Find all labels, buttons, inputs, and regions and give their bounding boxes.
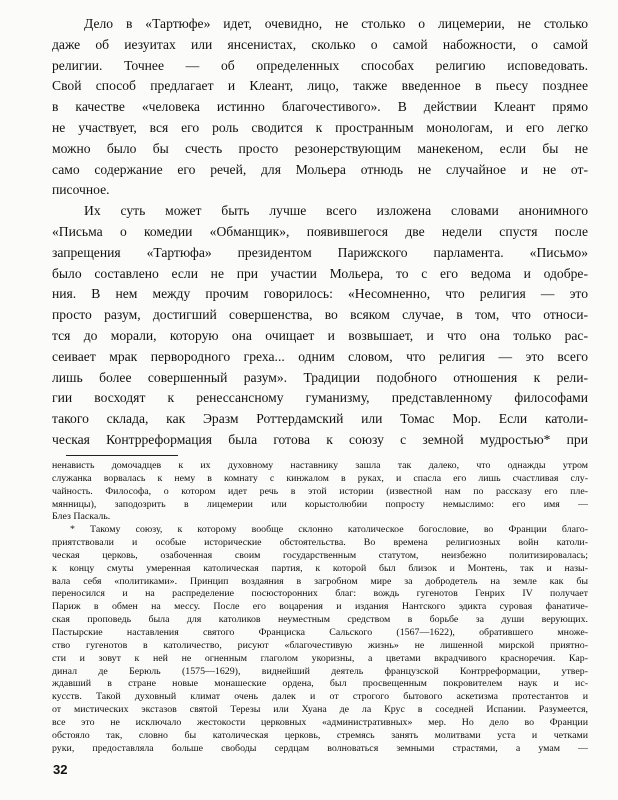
- footnote-line: ческая церковь, озабоченная своим государственным статутом, неизбежно политизировалась;: [52, 549, 588, 561]
- footnote-line: переносился и на распределение посюсторонних благ: вождь гугенотов Генрих IV получает: [52, 588, 588, 600]
- footnote-line: ская проповедь была для католиков неуместным средством в борьбе за души верующих.: [52, 614, 588, 626]
- footnote-line: от мистических экстазов святой Терезы или Хуана де ла Крус в соседней Испании. Разумеется,: [52, 704, 588, 716]
- text-line: просто разум, достигший совершенства, во всяком случае, в том, что относи-: [52, 307, 588, 323]
- text-line: писочное.: [52, 182, 110, 198]
- footnote-line: * Такому союзу, к которому вообще склонно католическое богословие, во Франции благо-: [70, 524, 588, 536]
- text-line: можно было бы счесть просто резонерствующим манекеном, если бы не: [52, 140, 588, 156]
- footnote-line: руки, предоставляла больше свободы сердцам волноваться земными страстями, а умам —: [52, 742, 588, 754]
- footnote-line: чайность. Философа, о котором идет речь в этой истории (известной нам по рассказу его пле-: [52, 485, 588, 497]
- text-line: ческая Контрреформация была готова к союзу с земной мудростью* при: [52, 431, 588, 447]
- text-line: лишь более совершенный разум». Традиции подобного отношения к рели-: [52, 369, 588, 385]
- footnote-line: обстояло так, словно бы католическая церковь, стремясь занять молитвами уста и четками: [52, 729, 588, 741]
- text-line: ния. В нем между прочим говорилось: «Несомненно, что религия — это: [52, 286, 588, 302]
- footnotes: [52, 460, 588, 755]
- text-line: «Письма о комедии «Обманщик», появившегося две недели спустя после: [52, 223, 588, 239]
- footnote-line: все это не исключало жестокости церковных «административных» мер. Но дело во Франции: [52, 716, 588, 728]
- footnote-line: ждавший в стране новые монашеские ордена, был просвещенным покровителем наук и ис-: [52, 678, 588, 690]
- text-line: даже об иезуитах или янсенистах, сколько о самой набожности, о самой: [52, 36, 588, 52]
- footnote-line: вала себя «политиками». Принцип воздаяния в загробном мире за добродетель на земле как бы: [52, 575, 588, 587]
- page-number: 32: [53, 762, 68, 777]
- footnote-line: Париж в обмен на мессу. После его воцарения и издания Нантского эдикта суровая фанатиче-: [52, 601, 588, 613]
- text-line: сеивает мрак первородного греха... одним словом, что религия — это всего: [52, 348, 588, 364]
- footnote-line: приятствовали и особые исторические обстоятельства. Во времена религиозных войн католи-: [52, 537, 588, 549]
- text-line: Дело в «Тартюфе» идет, очевидно, не столько о лицемерии, не столько: [84, 16, 588, 31]
- footnote-line: мянницы), заподозрить в лицемерии или корыстолюбии попросту немыслимо: его имя —: [52, 498, 588, 510]
- text-line: религии. Точнее — об определенных способах религию исповедовать.: [52, 57, 588, 73]
- text-line: было составлено если не при участии Мольера, то с его ведома и одобре-: [52, 265, 588, 281]
- footnote-line: служанка ворвалась к нему в комнату с кинжалом в руках, и спасла его лишь счастливая слу-: [52, 472, 588, 484]
- footnote-divider: [66, 455, 178, 456]
- main-text: [52, 14, 588, 451]
- text-line: само содержание его речей, для Мольера отнюдь не случайное и не от-: [52, 161, 588, 177]
- text-line: Их суть может быть лучше всего изложена словами анонимного: [84, 203, 588, 219]
- footnote-line: кусств. Такой духовный климат очень далек и от строгого бытового аскетизма протестантов и: [52, 691, 588, 703]
- text-line: гии восходят к ренессансному гуманизму, представленному философами: [52, 390, 588, 406]
- footnote-line: ство гугенотов в католичество, рисуют «благочестивую жизнь» не лишенной мирской приятно-: [52, 639, 588, 651]
- footnote-line: сти и зовут к ней не огненным глаголом укоризны, а цветами вкрадчивого красноречия. Кар-: [52, 652, 588, 664]
- footnote-line: к концу смуты умеренная католическая партия, к которой был близок и Монтень, так и назы-: [52, 562, 588, 574]
- text-line: не участвует, вся его роль сводится к пространным монологам, и его легко: [52, 119, 588, 135]
- text-line: тся до морали, которую она очищает и возвышает, и что она только рас-: [52, 327, 588, 343]
- footnote-line: Пастырские наставления святого Франциска Сальского (1567—1622), обратившего множе-: [52, 626, 588, 638]
- text-line: такого склада, как Эразм Роттердамский или Томас Мор. Если католи-: [52, 411, 588, 427]
- text-line: в качестве «человека истинно благочестивого». В действии Клеант прямо: [52, 99, 588, 115]
- text-line: запрещения «Тартюфа» президентом Парижского парламента. «Письмо»: [52, 244, 588, 260]
- footnote-line: ненависть домочадцев к их духовному наставнику зашла так далеко, что однажды утром: [52, 460, 588, 471]
- footnote-line: динал де Берюль (1575—1629), виднейший деятель французской Контрреформации, утвер-: [52, 665, 588, 677]
- text-line: Свой способ предлагает и Клеант, лицо, также введенное в пьесу позднее: [52, 78, 588, 94]
- footnote-line: Блез Паскаль.: [52, 511, 111, 523]
